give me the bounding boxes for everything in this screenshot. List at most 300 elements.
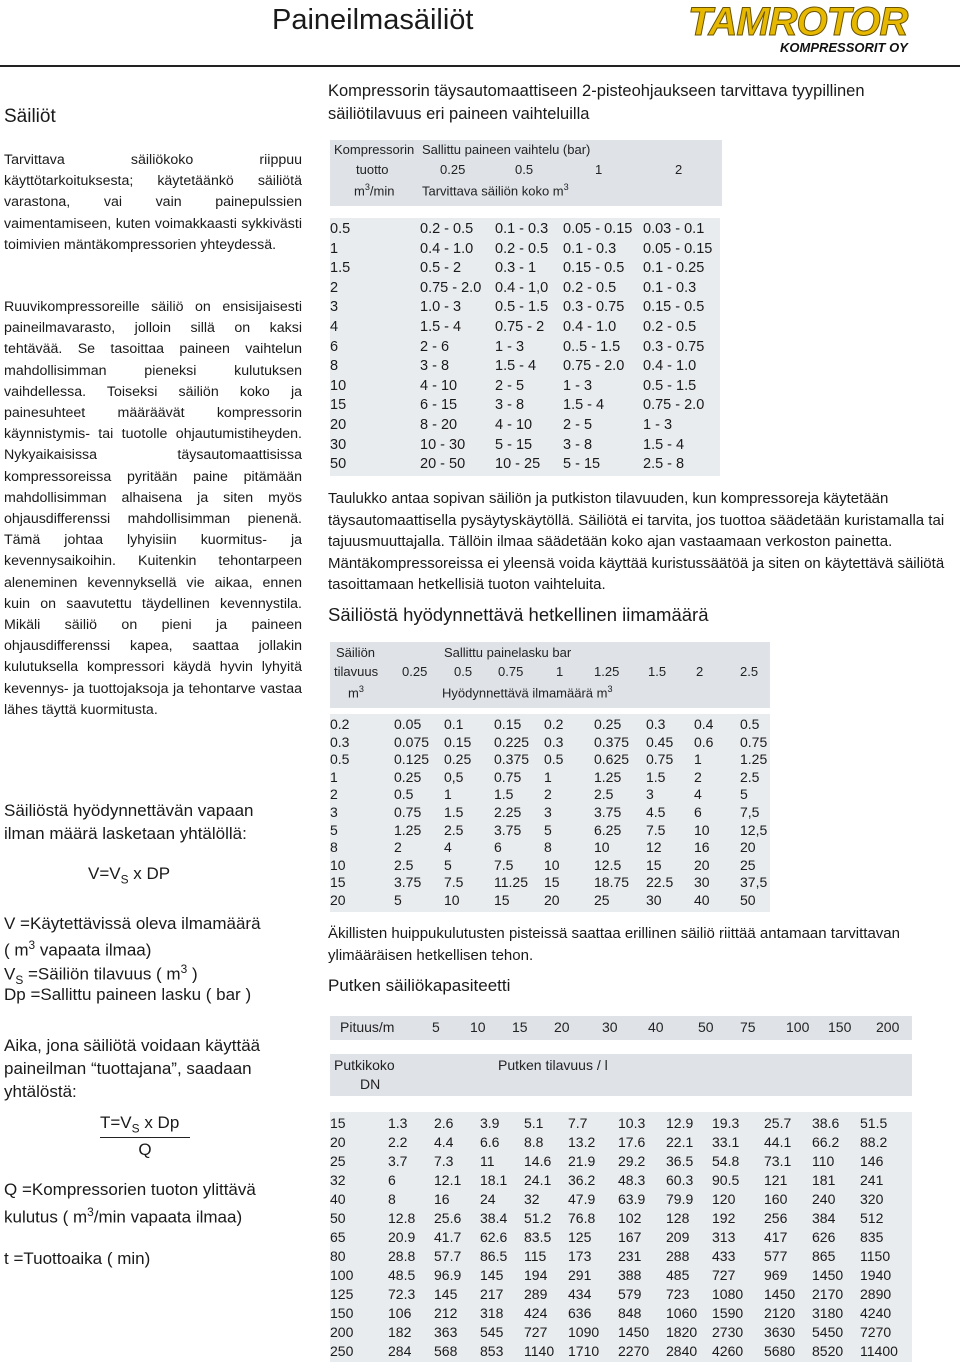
table-row (330, 1190, 910, 1209)
table-row (330, 416, 720, 436)
table-cell: 11400 (860, 1343, 898, 1359)
table-cell: 8 (330, 358, 339, 375)
table-cell: 12 (646, 839, 662, 856)
table-cell: 0.2 - 0.5 (420, 221, 474, 237)
table-cell: 256 (764, 1210, 788, 1226)
table-cell: 12.5 (594, 856, 622, 873)
table-cell: 363 (434, 1324, 458, 1340)
table-cell: 24.1 (524, 1172, 552, 1188)
table-cell: 2890 (860, 1286, 892, 1302)
table-cell: 83.5 (524, 1229, 552, 1245)
table-cell: 11 (480, 1153, 495, 1169)
table1-tank-size (330, 220, 720, 475)
table-cell: 0.3 (646, 716, 666, 732)
table-cell: 0.1 - 0.3 (643, 279, 697, 296)
table-cell: 73.1 (764, 1153, 792, 1169)
table-cell: 485 (666, 1267, 690, 1283)
table-cell: 2 - 6 (420, 338, 450, 355)
table-row (330, 377, 720, 397)
table-cell: 0.75 - 2.0 (643, 397, 705, 414)
table-cell: 160 (764, 1191, 788, 1207)
table-cell: 1450 (812, 1267, 844, 1283)
table-cell: 0.75 - 2.0 (563, 358, 625, 375)
table-cell: 723 (666, 1286, 690, 1302)
table-row (330, 1133, 910, 1152)
table-cell: 2 (330, 786, 338, 803)
table-cell: 181 (812, 1172, 836, 1188)
definition-dp: Dp =Sallittu paineen lasku ( bar ) (4, 985, 252, 1004)
table-cell: 173 (568, 1248, 592, 1264)
table-cell: 1 (444, 786, 452, 803)
table-cell: 10 (330, 377, 347, 394)
table-cell: 110 (812, 1153, 835, 1169)
table-cell: 0.075 (394, 733, 430, 750)
table-cell: 0.2 - 0.5 (643, 318, 697, 335)
definition-q: Q =Kompressorien tuoton ylittävä kulutus ( $m^3/\min$ vapaata ilmaa) (4, 1180, 256, 1227)
table-cell: 4.5 (646, 803, 666, 820)
table-cell: 79.9 (666, 1191, 694, 1207)
table-cell: 0..5 - 1.5 (563, 338, 621, 355)
table-cell: 835 (860, 1229, 884, 1245)
table-cell: 20 - 50 (420, 456, 466, 473)
table-cell: 6 (330, 338, 339, 355)
table-cell: 25 (594, 891, 610, 908)
table-cell: 2.2 (388, 1134, 408, 1150)
table-row (330, 857, 780, 875)
table-cell: 72.3 (388, 1286, 416, 1302)
header-divider (0, 65, 960, 67)
table-cell: 20 (740, 839, 756, 856)
table-cell: 0.5 - 2 (420, 260, 462, 277)
table-cell: 3.75 (594, 803, 622, 820)
paragraph-peak-usage: Äkillisten huippukulutusten pisteissä saattaa erillinen säiliö riittää antamaan tarvittavan ylimääräisen hetkellisen tehon. (328, 925, 900, 964)
table-row (330, 1228, 910, 1247)
table-cell: 320 (860, 1191, 884, 1207)
table-cell: 0.125 (394, 751, 430, 768)
table-cell: 10 (330, 856, 346, 873)
table-cell: 20 (694, 856, 710, 873)
table-cell: 241 (860, 1172, 884, 1188)
formula-intro: Säiliöstä hyödynnettävän vapaan ilman määrä lasketaan yhtälöllä: (4, 801, 254, 843)
table-cell: 5 (544, 821, 552, 838)
table1-intro: Kompressorin täysautomaattiseen 2-pisteohjaukseen tarvittava tyypillinen säiliötilavuus eri paineen vaihteluilla (328, 82, 865, 123)
table-cell: 0.25 (594, 716, 622, 732)
section-heading-pipe-capacity: Putken säiliökapasiteetti (328, 976, 511, 995)
table-cell: 289 (524, 1286, 548, 1302)
table-cell: 2 (544, 786, 552, 803)
table-cell: 145 (434, 1286, 458, 1302)
table-cell: 0.4 (694, 716, 714, 732)
table-cell: 1.5 (494, 786, 514, 803)
table-cell: 0.1 - 0.3 (563, 240, 617, 257)
table-cell: 2.5 (394, 856, 414, 873)
section-heading-usable-air: Säiliöstä hyödynnettävä hetkellinen iimamäärä (328, 604, 709, 625)
definition-t: t =Tuottoaika ( min) (4, 1249, 151, 1268)
time-intro: Aika, jona säiliötä voidaan käyttää paineilman “tuottajana”, saadaan yhtälöstä: (4, 1036, 261, 1101)
table-cell: 2730 (712, 1324, 744, 1340)
table-cell: 125 (568, 1229, 592, 1245)
table-cell: 90.5 (712, 1172, 740, 1188)
table-cell: 115 (524, 1248, 547, 1264)
table-cell: 22.1 (666, 1134, 694, 1150)
table-cell: 2170 (812, 1286, 844, 1302)
table-cell: 15 (544, 874, 560, 891)
table-cell: 0.3 - 0.75 (563, 299, 625, 316)
table-cell: 50 (330, 456, 347, 473)
table-cell: 5 - 15 (495, 436, 533, 453)
table2-usable-air (330, 716, 780, 910)
table-cell: 10 - 30 (420, 436, 466, 453)
table-cell: 434 (568, 1286, 592, 1302)
table-cell: 10 (694, 821, 710, 838)
table3-length-label: 10 (470, 1019, 486, 1035)
table-cell: 47.9 (568, 1191, 596, 1207)
table-cell: 0.75 (394, 803, 422, 820)
table-cell: 1 (544, 768, 552, 785)
table-cell: 3630 (764, 1324, 796, 1340)
table-cell: 2.5 - 8 (643, 456, 685, 473)
table-cell: 50 (740, 891, 756, 908)
table-cell: 24 (480, 1191, 496, 1207)
table-cell: 8 (544, 839, 552, 856)
table-cell: 51.2 (524, 1210, 552, 1226)
table-cell: 57.7 (434, 1248, 462, 1264)
table-row (330, 298, 720, 318)
table-cell: 384 (812, 1210, 836, 1226)
table-cell: 41.7 (434, 1229, 462, 1245)
paragraph-screw-compressors: Ruuvikompressoreille säiliö on ensisijaisesti paineilmavarasto, jolloin sillä on kaksi tehtävää. Se tasoittaa paineen vaihtelun mahdollisimman pieneksi kulutuksen vaihdellessa. Toiseksi säiliön koko ja painesuhteet määräävät kompressorin käynnistymis- tai tuotolle ohjautumistiheyden. Nykyaikaisissa täysautomaattisissa kompressoreissa pyritään paine pitämään mahdollisimman alhaisena ja siten myös ohjausdifferenssi mahdollisimman pienenä. Tämä johtaa lyhyisiin kuormitus- ja kevennysaikoihin. Kuitenkin tehontarpeen aleneminen kevennyksellä vie aikaa, ennen kuin on saavutettu täydellinen kevennystila. Mikäli säiliö on pieni ja paineen ohjausdifferenssi kapea, saattaa jollakin kulutuksella kompressori käydä hyvin lyhyitä kevennys- ja tuottojaksoja ja tehontarve vastaa lähes täyttä kuormitusta. (4, 299, 302, 718)
table-cell: 10 - 25 (495, 456, 541, 473)
table-cell: 0,5 (444, 768, 464, 785)
section-heading-tanks: Säiliöt (4, 106, 56, 127)
table-cell: 291 (568, 1267, 592, 1283)
table-cell: 7.3 (434, 1153, 454, 1169)
table-cell: 727 (712, 1267, 736, 1283)
table-row (330, 436, 720, 456)
table-cell: 48.5 (388, 1267, 416, 1283)
table-cell: 13.2 (568, 1134, 596, 1150)
table-cell: 30 (646, 891, 662, 908)
table-cell: 1.5 - 4 (643, 436, 685, 453)
table-cell: 512 (860, 1210, 884, 1226)
table-cell: 5680 (764, 1343, 796, 1359)
table-cell: 217 (480, 1286, 504, 1302)
table-cell: 146 (860, 1153, 884, 1169)
table-cell: 0.1 - 0.25 (643, 260, 705, 277)
table-cell: 433 (712, 1248, 736, 1264)
table-cell: 0.375 (594, 733, 630, 750)
table2-header: Säiliön Sallittu painelasku bar tilavuus 0.25 0.5 0.75 1 1.25 1.5 2 2.5 $m^3$ Hyödynnettävä ilmamäärä $m^3$ (330, 642, 770, 708)
table-cell: 5 (394, 891, 402, 908)
table-cell: 1.0 - 3 (420, 299, 462, 316)
table-cell: 1 (694, 751, 702, 768)
table-cell: 38.6 (812, 1115, 840, 1131)
table-cell: 4 (444, 839, 452, 856)
table-row (330, 1247, 910, 1266)
page-title: Paineilmasäiliöt (272, 4, 474, 36)
table-cell: 10 (444, 891, 460, 908)
table-cell: 969 (764, 1267, 788, 1283)
table-cell: 577 (764, 1248, 788, 1264)
table-cell: 288 (666, 1248, 690, 1264)
table3-length-label: 40 (648, 1019, 664, 1035)
table-cell: 8520 (812, 1343, 844, 1359)
table-cell: 3180 (812, 1305, 844, 1321)
table3-length-label: 15 (512, 1019, 528, 1035)
table-cell: 28.8 (388, 1248, 416, 1264)
table-cell: 30 (694, 874, 710, 891)
table-cell: 865 (812, 1248, 836, 1264)
table-cell: 0.6 (694, 733, 714, 750)
table-cell: 313 (712, 1229, 736, 1245)
table-cell: 1590 (712, 1305, 744, 1321)
table-row (330, 839, 780, 857)
table-cell: 12.9 (666, 1115, 694, 1131)
table-row (330, 1114, 910, 1133)
table-cell: 0.75 (740, 733, 768, 750)
table-cell: 3.75 (394, 874, 422, 891)
table-cell: 1.5 - 4 (563, 397, 605, 414)
table-cell: 25 (330, 1153, 346, 1169)
table-cell: 37,5 (740, 874, 768, 891)
table-cell: 1060 (666, 1305, 698, 1321)
table-cell: 0.15 - 0.5 (563, 260, 625, 277)
table-cell: 0.3 - 1 (495, 260, 537, 277)
table-cell: 0.5 (740, 716, 760, 732)
table-cell: 18.75 (594, 874, 630, 891)
table-row (330, 786, 780, 804)
table-row (330, 240, 720, 260)
table-cell: 0.03 - 0.1 (643, 221, 705, 237)
table-cell: 240 (812, 1191, 836, 1207)
table-cell: 3 (330, 803, 338, 820)
table-cell: 8.8 (524, 1134, 544, 1150)
table-cell: 1450 (764, 1286, 796, 1302)
table-cell: 20 (330, 416, 347, 433)
table-cell: 0.2 - 0.5 (563, 279, 617, 296)
table-cell: 25 (740, 856, 756, 873)
table-cell: 0.45 (646, 733, 674, 750)
table-cell: 66.2 (812, 1134, 840, 1150)
table-cell: 3 (544, 803, 552, 820)
table-cell: 15 (646, 856, 662, 873)
table-cell: 0.375 (494, 751, 530, 768)
table-cell: 1 - 3 (495, 338, 525, 355)
table-cell: 76.8 (568, 1210, 596, 1226)
table-cell: 0.4 - 1.0 (563, 318, 617, 335)
table-cell: 0.5 (544, 751, 564, 768)
table-cell: 4260 (712, 1343, 744, 1359)
table-row (330, 357, 720, 377)
table-cell: 19.3 (712, 1115, 740, 1131)
table-cell: 12.1 (434, 1172, 462, 1188)
table-cell: 0.05 - 0.15 (643, 240, 713, 257)
table3-size-header: Putkikoko Putken tilavuus / l DN (330, 1054, 912, 1096)
table-cell: 167 (618, 1229, 642, 1245)
table3-length-label: 100 (786, 1019, 810, 1035)
table-cell: 1090 (568, 1324, 600, 1340)
table-cell: 0.75 (494, 768, 522, 785)
table-cell: 6 - 15 (420, 397, 458, 414)
table-cell: 6 (694, 803, 702, 820)
table-cell: 4 - 10 (495, 416, 533, 433)
table-cell: 51.5 (860, 1115, 888, 1131)
table-cell: 14.6 (524, 1153, 552, 1169)
table-cell: 32 (524, 1191, 540, 1207)
table-cell: 16 (694, 839, 710, 856)
table-cell: 2270 (618, 1343, 650, 1359)
table-cell: 0.2 - 0.5 (495, 240, 549, 257)
table-cell: 25.6 (434, 1210, 462, 1226)
table-cell: 0.25 (394, 768, 422, 785)
table-cell: 200 (330, 1324, 354, 1340)
table-cell: 36.2 (568, 1172, 596, 1188)
table-cell: 62.6 (480, 1229, 508, 1245)
table-row (330, 734, 780, 752)
table-cell: 4 - 10 (420, 377, 458, 394)
paragraph-table-explanation: Taulukko antaa sopivan säiliön ja putkiston tilavuuden, kun kompressoreja käytetään täysautomaattisella pysäytyskäytöllä. Säiliötä ei tarvita, jos tuottoa säädetään kuristamalla tai tajuusmuuttajalla. Tällöin ilmaa säädetään koko ajan vastaamaan verkoston painetta. Mäntäkompressoreissa ei yleensä voida käyttää kuristussäätöä ja siten on käytettävä säiliötä tasoittamaan hetkellisiä tuoton vaihteluita. (328, 490, 945, 593)
table-cell: 0.75 - 2 (495, 318, 545, 335)
table-cell: 15 (330, 1115, 346, 1131)
table-cell: 33.1 (712, 1134, 740, 1150)
table-cell: 424 (524, 1305, 548, 1321)
table-cell: 128 (666, 1210, 690, 1226)
table-cell: 40 (694, 891, 710, 908)
table-cell: 2 (694, 768, 702, 785)
table-cell: 0.5 (330, 221, 351, 237)
table-cell: 0.5 - 1.5 (643, 377, 697, 394)
table-cell: 12,5 (740, 821, 768, 838)
table-cell: 0.25 (444, 751, 472, 768)
table-cell: 60.3 (666, 1172, 694, 1188)
table-cell: 40 (330, 1191, 346, 1207)
table-row (330, 892, 780, 910)
table-cell: 20.9 (388, 1229, 416, 1245)
table-cell: 29.2 (618, 1153, 646, 1169)
table-cell: 388 (618, 1267, 642, 1283)
table-cell: 1.5 - 4 (495, 358, 537, 375)
table-cell: 86.5 (480, 1248, 508, 1264)
table-cell: 0.625 (594, 751, 630, 768)
paragraph-tank-size: Tarvittava säiliökoko riippuu käyttötarkoituksesta; käytetäänkö säiliötä varastona, vai vain painepulssien vaimentamiseen, kuten voimakkaasti sykkivästi toimivien mäntäkompressorien yhteydessä. (4, 152, 302, 253)
table-cell: 4.4 (434, 1134, 454, 1150)
table-cell: 65 (330, 1229, 346, 1245)
table-row (330, 1171, 910, 1190)
logo-brand: TAMROTOR (688, 0, 908, 44)
table-cell: 0.4 - 1.0 (420, 240, 474, 257)
table-cell: 5 - 15 (563, 456, 601, 473)
table-cell: 10 (544, 856, 560, 873)
table-cell: 0.4 - 1.0 (643, 358, 697, 375)
table-cell: 102 (618, 1210, 642, 1226)
table-row (330, 455, 720, 475)
table-cell: 0.05 (394, 716, 422, 732)
table-cell: 4 (330, 318, 339, 335)
table-row (330, 1285, 910, 1304)
table3-length-label: 20 (554, 1019, 570, 1035)
table-cell: 8 (330, 839, 338, 856)
table-cell: 20 (330, 1134, 346, 1150)
table-cell: 0.75 (646, 751, 674, 768)
table-cell: 0.75 - 2.0 (420, 279, 482, 296)
table-cell: 194 (524, 1267, 548, 1283)
table-cell: 5 (740, 786, 748, 803)
table-cell: 12.8 (388, 1210, 416, 1226)
table-cell: 18.1 (480, 1172, 508, 1188)
table-cell: 1.5 (330, 260, 351, 277)
table-cell: 4 (694, 786, 702, 803)
table3-length-label: 50 (698, 1019, 714, 1035)
table3-length-label: 75 (740, 1019, 756, 1035)
table-cell: 1.25 (740, 751, 768, 768)
table3-length-header: Pituus/m 5 10 15 20 30 40 50 75 100 150 200 (330, 1016, 912, 1040)
table-cell: 1140 (524, 1343, 555, 1359)
table-cell: 5.1 (524, 1115, 544, 1131)
table-cell: 22.5 (646, 874, 674, 891)
table-cell: 579 (618, 1286, 642, 1302)
table-cell: 1.25 (594, 768, 622, 785)
table-cell: 1.5 - 4 (420, 318, 462, 335)
table-cell: 88.2 (860, 1134, 888, 1150)
table-cell: 0.5 (330, 751, 350, 768)
table-cell: 96.9 (434, 1267, 462, 1283)
table-cell: 3 - 8 (420, 358, 450, 375)
table-cell: 1450 (618, 1324, 650, 1340)
table-cell: 209 (666, 1229, 690, 1245)
table-cell: 11.25 (494, 874, 528, 891)
table-cell: 4240 (860, 1305, 892, 1321)
table-cell: 1 - 3 (643, 416, 673, 433)
table-row (330, 1323, 910, 1342)
table-cell: 0.5 - 1.5 (495, 299, 549, 316)
table3-length-label: 5 (432, 1019, 440, 1035)
table-cell: 0.05 - 0.15 (563, 221, 633, 237)
table-cell: 2120 (764, 1305, 796, 1321)
table-cell: 182 (388, 1324, 412, 1340)
table-cell: 6.25 (594, 821, 622, 838)
table-cell: 231 (618, 1248, 642, 1264)
table-cell: 80 (330, 1248, 346, 1264)
table-cell: 36.5 (666, 1153, 694, 1169)
logo-subtitle: KOMPRESSORIT OY (780, 40, 908, 55)
table-cell: 6 (494, 839, 502, 856)
table-row (330, 1209, 910, 1228)
formula-time: $\frac{T=V_S x Dp}{Q}$ (100, 1113, 190, 1160)
table-row (330, 769, 780, 787)
table-cell: 5 (330, 821, 338, 838)
table-cell: 1.5 (646, 768, 666, 785)
table-cell: 1710 (568, 1343, 600, 1359)
table-cell: 1820 (666, 1324, 698, 1340)
table-row (330, 220, 720, 240)
table-cell: 3.9 (480, 1115, 500, 1131)
table-cell: 1.3 (388, 1115, 408, 1131)
table-cell: 0.225 (494, 733, 530, 750)
table-cell: 2.6 (434, 1115, 454, 1131)
table-cell: 0.1 - 0.3 (495, 221, 549, 237)
table3-length-label: 200 (876, 1019, 900, 1035)
table-cell: 1 - 3 (563, 377, 593, 394)
table-cell: 3 - 8 (495, 397, 525, 414)
table-row (330, 279, 720, 299)
table-cell: 7,5 (740, 803, 760, 820)
table-row (330, 716, 780, 734)
table-cell: 318 (480, 1305, 504, 1321)
table-cell: 2840 (666, 1343, 698, 1359)
definition-vs: $V_S$ =Säiliön tilavuus ( $m^3$ ) (4, 962, 198, 988)
table-cell: 626 (812, 1229, 836, 1245)
table-cell: 727 (524, 1324, 548, 1340)
